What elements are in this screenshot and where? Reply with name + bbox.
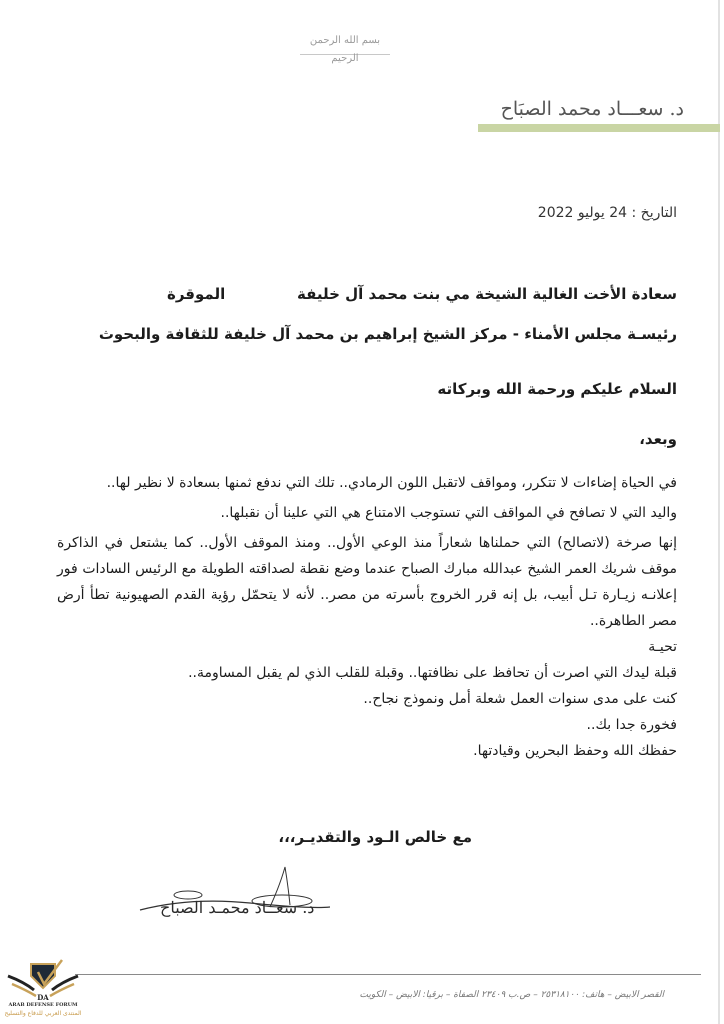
letter-date [77, 205, 677, 221]
recipient-honorific: الموقرة [167, 285, 226, 303]
body-paragraph: واليد التي لا تصافح في المواقف التي تستوجب الامتناع هي التي علينا أن نقبلها.. [220, 505, 677, 521]
recipient-name: سعادة الأخت الغالية الشيخة مي بنت محمد آل خليفة [297, 285, 677, 303]
watermark-badge: DA [37, 993, 49, 1002]
body-paragraph: في الحياة إضاءات لا تتكرر، ومواقف لاتقبل اللون الرمادي.. تلك التي ندفع ثمنها بسعادة لا نظير لها.. [106, 475, 677, 491]
footer-divider [75, 974, 701, 975]
body-paragraph: حفظك الله وحفظ البحرين وقيادتها. [473, 743, 677, 759]
watermark-logo [4, 958, 82, 1024]
basmala-header: بسم الله الرحمن الرحيم [300, 32, 390, 55]
letterhead-sender-name: د. سعـــاد محمد الصبَاح [500, 98, 684, 120]
signature-name: د. سعــاد محمـد الصباح [160, 898, 315, 917]
date-value: 24 يوليو 2022 [537, 205, 628, 221]
shield-wings-icon [4, 958, 82, 1002]
opening: وبعد، [639, 430, 677, 448]
date-label: التاريخ : [631, 205, 677, 221]
recipient-line-1 [167, 285, 677, 303]
body-paragraph: تحيـة [648, 639, 677, 655]
greeting: السلام عليكم ورحمة الله وبركاته [437, 380, 677, 398]
letter-body [57, 470, 677, 764]
body-paragraph: إنها صرخة (لاتصالح) التي حملناها شعاراً منذ الوعي الأول.. ومنذ الموقف الأول.. كما يشتعل في الذاكرة موقف شريك العمر الشيخ عبدالله مبارك الصباح عندما وضع نقطة لصداقته الطويلة مع الرئيس السادات فور إعلانـه زيـارة تـل أبيب، بل إنه قرر الخروج بأسرته من مصر.. لأنه لا يتحمّل رؤية القدم الصهيونية تطأ أرض مصر الطاهرة.. [57, 535, 677, 629]
watermark-name-en: ARAB DEFENSE FORUM [8, 1002, 78, 1008]
watermark-name-ar: المنتدى العربي للدفاع والتسليح [4, 1010, 82, 1017]
body-paragraph: كنت على مدى سنوات العمل شعلة أمل ونموذج نجاح.. [363, 691, 677, 707]
body-paragraph: قبلة ليدك التي اصرت أن تحافظ على نظافتها.. وقبلة للقلب الذي لم يقبل المساومة.. [188, 665, 677, 681]
body-paragraph: فخورة جدا بك.. [586, 717, 677, 733]
recipient-title: رئيسـة مجلس الأمناء - مركز الشيخ إبراهيم بن محمد آل خليفة للثقافة والبحوث [98, 325, 677, 343]
page-edge [718, 0, 720, 1024]
closing-line: مع خالص الـود والتقديـر،،، [278, 828, 472, 846]
footer-address: القصر الابيض – هاتف: ٢٥٣١٨١٠٠ – ص.ب ٢٣٤٠٩ الصفاة – برقيا: الابيض – الكويت [359, 990, 664, 1000]
letterhead-accent-bar [478, 124, 720, 132]
